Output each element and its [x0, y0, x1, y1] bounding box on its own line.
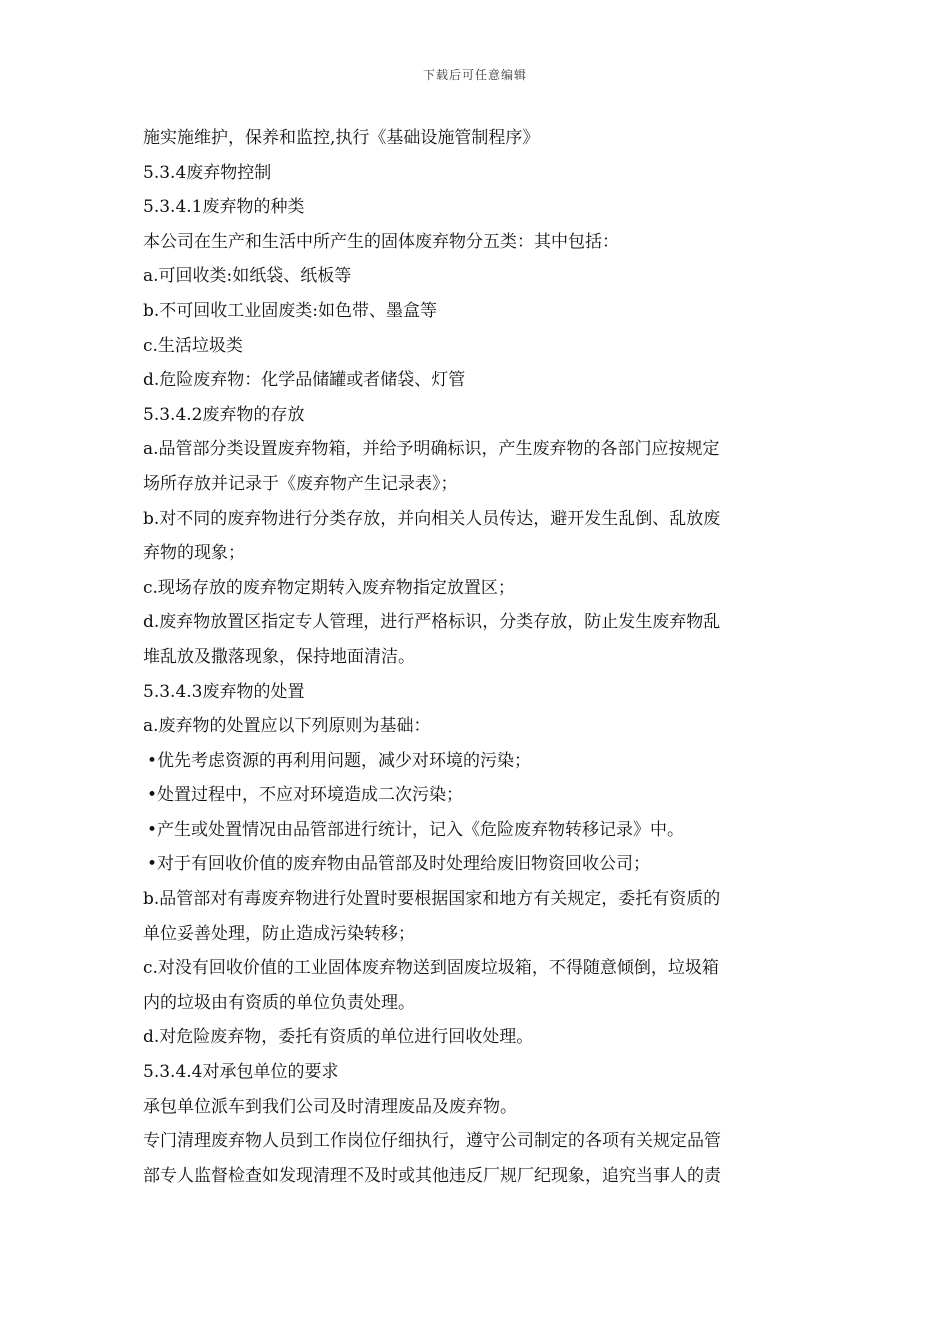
section-heading: 5.3.4.4对承包单位的要求	[143, 1062, 339, 1083]
list-item: c.对没有回收价值的工业固体废弃物送到固废垃圾箱，不得随意倾倒，垃圾箱	[143, 958, 719, 979]
bullet-item: •对于有回收价值的废弃物由品管部及时处理给废旧物资回收公司；	[147, 854, 651, 875]
page-header: 下载后可任意编辑	[422, 68, 527, 82]
list-item: b.不可回收工业固废类:如色带、墨盒等	[143, 300, 438, 321]
section-heading: 5.3.4.1废弃物的种类	[143, 197, 305, 218]
text-line: 本公司在生产和生活中所产生的固体废弃物分五类：其中包括：	[143, 231, 619, 252]
section-heading: 5.3.4.3废弃物的处置	[143, 681, 305, 702]
bullet-item: •产生或处置情况由品管部进行统计，记入《危险废弃物转移记录》中。	[147, 819, 685, 840]
list-item: d.废弃物放置区指定专人管理，进行严格标识，分类存放，防止发生废弃物乱	[143, 612, 721, 633]
text-line: 堆乱放及撒落现象，保持地面清洁。	[143, 646, 415, 667]
section-heading: 5.3.4.2废弃物的存放	[143, 404, 305, 425]
text-line: 场所存放并记录于《废弃物产生记录表》；	[143, 473, 458, 494]
text-line: 弃物的现象；	[143, 543, 245, 564]
list-item: c.现场存放的废弃物定期转入废弃物指定放置区；	[143, 577, 515, 598]
list-item: a.废弃物的处置应以下列原则为基础：	[143, 716, 431, 737]
text-line: 承包单位派车到我们公司及时清理废品及废弃物。	[143, 1096, 517, 1117]
bullet-item: •处置过程中，不应对环境造成二次污染；	[147, 785, 464, 806]
bullet-item: •优先考虑资源的再利用问题，减少对环境的污染；	[147, 750, 532, 771]
list-item: d.对危险废弃物，委托有资质的单位进行回收处理。	[143, 1027, 534, 1048]
section-heading: 5.3.4废弃物控制	[143, 162, 272, 183]
list-item: b.品管部对有毒废弃物进行处置时要根据国家和地方有关规定，委托有资质的	[143, 889, 721, 910]
text-line: 部专人监督检查如发现清理不及时或其他违反厂规厂纪现象，追究当事人的责	[143, 1165, 721, 1186]
list-item: c.生活垃圾类	[143, 335, 243, 356]
text-line: 内的垃圾由有资质的单位负责处理。	[143, 992, 415, 1013]
text-line: 专门清理废弃物人员到工作岗位仔细执行，遵守公司制定的各项有关规定品管	[143, 1131, 721, 1152]
list-item: a.品管部分类设置废弃物箱，并给予明确标识，产生废弃物的各部门应按规定	[143, 439, 720, 460]
text-line: 施实施维护，保养和监控,执行《基础设施管制程序》	[143, 128, 540, 148]
list-item: d.危险废弃物：化学品储罐或者储袋、灯管	[143, 370, 466, 391]
list-item: a.可回收类:如纸袋、纸板等	[143, 266, 352, 287]
document-body	[143, 121, 811, 1193]
list-item: b.对不同的废弃物进行分类存放，并向相关人员传达，避开发生乱倒、乱放废	[143, 508, 721, 529]
text-line: 单位妥善处理，防止造成污染转移；	[143, 923, 415, 944]
